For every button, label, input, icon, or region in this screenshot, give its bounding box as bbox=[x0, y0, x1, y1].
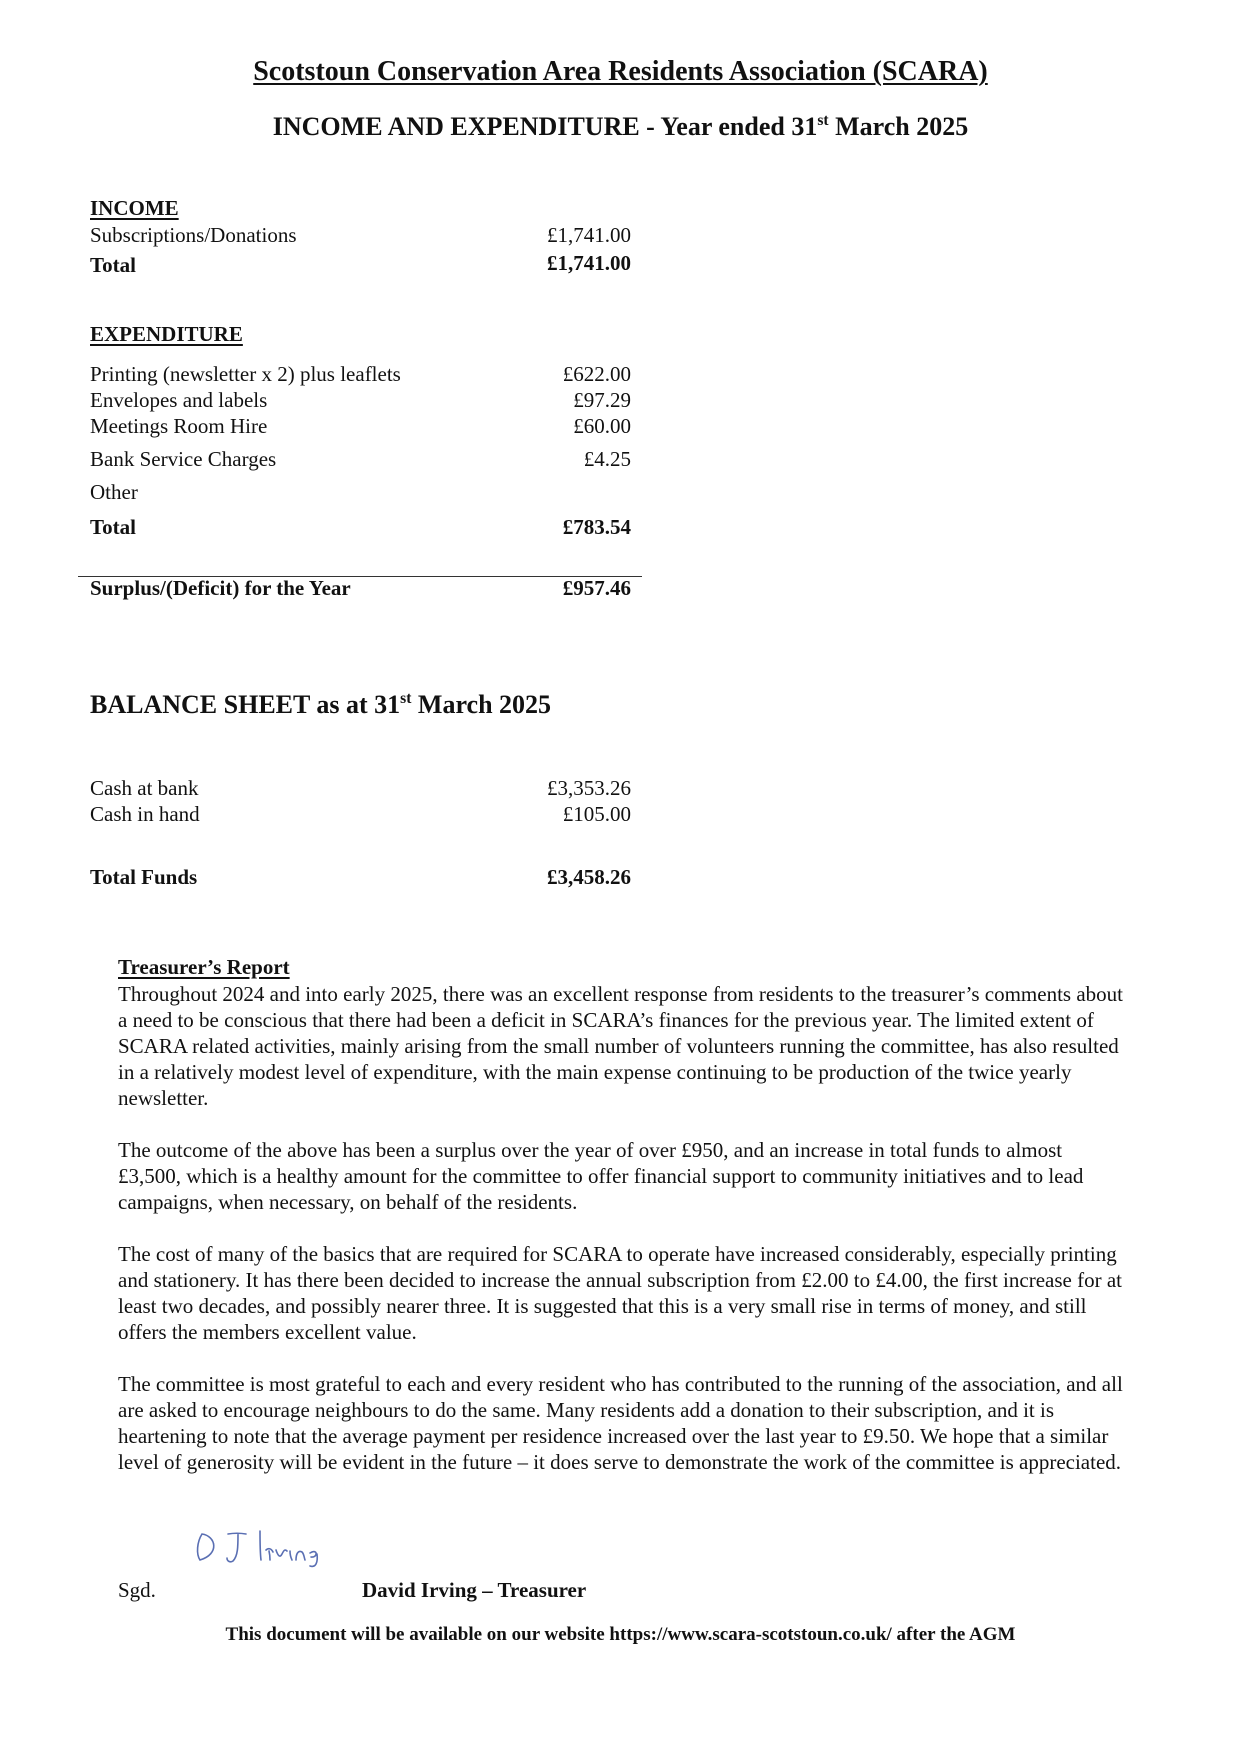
signer-name: David Irving – Treasurer bbox=[362, 1578, 587, 1602]
income-item-value: £1,741.00 bbox=[547, 223, 631, 247]
expenditure-item-label: Other bbox=[90, 480, 138, 504]
expenditure-heading: EXPENDITURE bbox=[90, 322, 243, 346]
balance-item-value: £3,353.26 bbox=[547, 776, 631, 800]
report-paragraph: The committee is most grateful to each and every resident who has contributed to the running of the association, and all are asked to encourage neighbours to do the same. Many residents add a donation to their subscription, and it is heartening to note that the average payment per residence increased over the last year to £9.50. We hope that a similar level of generosity will be evident in the future – it does serve to demonstrate the work of the committee is appreciated. bbox=[118, 1372, 1123, 1474]
balance-sheet-title bbox=[90, 690, 551, 720]
surplus-label: Surplus/(Deficit) for the Year bbox=[90, 576, 351, 600]
expenditure-item-label: Envelopes and labels bbox=[90, 388, 268, 412]
total-funds-value: £3,458.26 bbox=[547, 865, 631, 889]
expenditure-total-value: £783.54 bbox=[562, 515, 631, 539]
income-expenditure-title bbox=[0, 112, 1241, 142]
document-title: Scotstoun Conservation Area Residents Association (SCARA) bbox=[253, 56, 988, 87]
balance-sheet-title-main: BALANCE SHEET as at 31 bbox=[90, 690, 401, 719]
report-heading: Treasurer’s Report bbox=[118, 955, 290, 979]
income-heading: INCOME bbox=[90, 196, 179, 220]
report-paragraph: The cost of many of the basics that are required for SCARA to operate have increased considerably, especially printing and stationery. It has there been decided to increase the annual subscription from £2.00 to £4.00, the first increase for at least two decades, and possibly nearer three. It is suggested that this is a very small rise in terms of money, and still offers the members excellent value. bbox=[118, 1242, 1122, 1344]
income-total-label: Total bbox=[90, 253, 136, 277]
report-paragraph: Throughout 2024 and into early 2025, there was an excellent response from residents to the treasurer’s comments about a need to be conscious that there had been a deficit in SCARA’s finances for the previous year. The limited extent of SCARA related activities, mainly arising from the small number of volunteers running the committee, has also resulted in a relatively modest level of expenditure, with the main expense continuing to be production of the twice yearly newsletter. bbox=[118, 982, 1123, 1110]
signature-mark bbox=[190, 1524, 330, 1572]
balance-sheet-ordinal: st bbox=[400, 689, 412, 707]
report-paragraph: The outcome of the above has been a surplus over the year of over £950, and an increase in total funds to almost £3,500, which is a healthy amount for the committee to offer financial support to community initiatives and to lead campaigns, when necessary, on behalf of the residents. bbox=[118, 1138, 1084, 1214]
report-body bbox=[118, 981, 1128, 1501]
subtitle-main: INCOME AND EXPENDITURE - Year ended 31 bbox=[272, 112, 818, 141]
expenditure-item-value: £97.29 bbox=[573, 388, 631, 412]
total-funds-label: Total Funds bbox=[90, 865, 198, 889]
subtitle-end: March 2025 bbox=[828, 112, 969, 141]
balance-item-value: £105.00 bbox=[562, 802, 631, 826]
handwritten-signature bbox=[190, 1524, 330, 1577]
surplus-value: £957.46 bbox=[562, 576, 631, 600]
expenditure-item-label: Bank Service Charges bbox=[90, 447, 277, 471]
expenditure-total-label: Total bbox=[90, 515, 136, 539]
expenditure-item-value: £622.00 bbox=[562, 362, 631, 386]
income-total-value: £1,741.00 bbox=[547, 251, 631, 275]
income-item-label: Subscriptions/Donations bbox=[90, 223, 297, 247]
expenditure-item-value: £4.25 bbox=[583, 447, 631, 471]
subtitle-ordinal: st bbox=[817, 111, 829, 129]
expenditure-item-label: Printing (newsletter x 2) plus leaflets bbox=[90, 362, 401, 386]
balance-sheet-title-end: March 2025 bbox=[411, 690, 552, 719]
footer-note: This document will be available on our website https://www.scara-scotstoun.co.uk/ after the AGM bbox=[225, 1624, 1016, 1645]
sgd-label: Sgd. bbox=[118, 1578, 156, 1602]
expenditure-item-label: Meetings Room Hire bbox=[90, 414, 268, 438]
expenditure-item-value: £60.00 bbox=[573, 414, 631, 438]
balance-item-label: Cash in hand bbox=[90, 802, 200, 826]
balance-item-label: Cash at bank bbox=[90, 776, 199, 800]
